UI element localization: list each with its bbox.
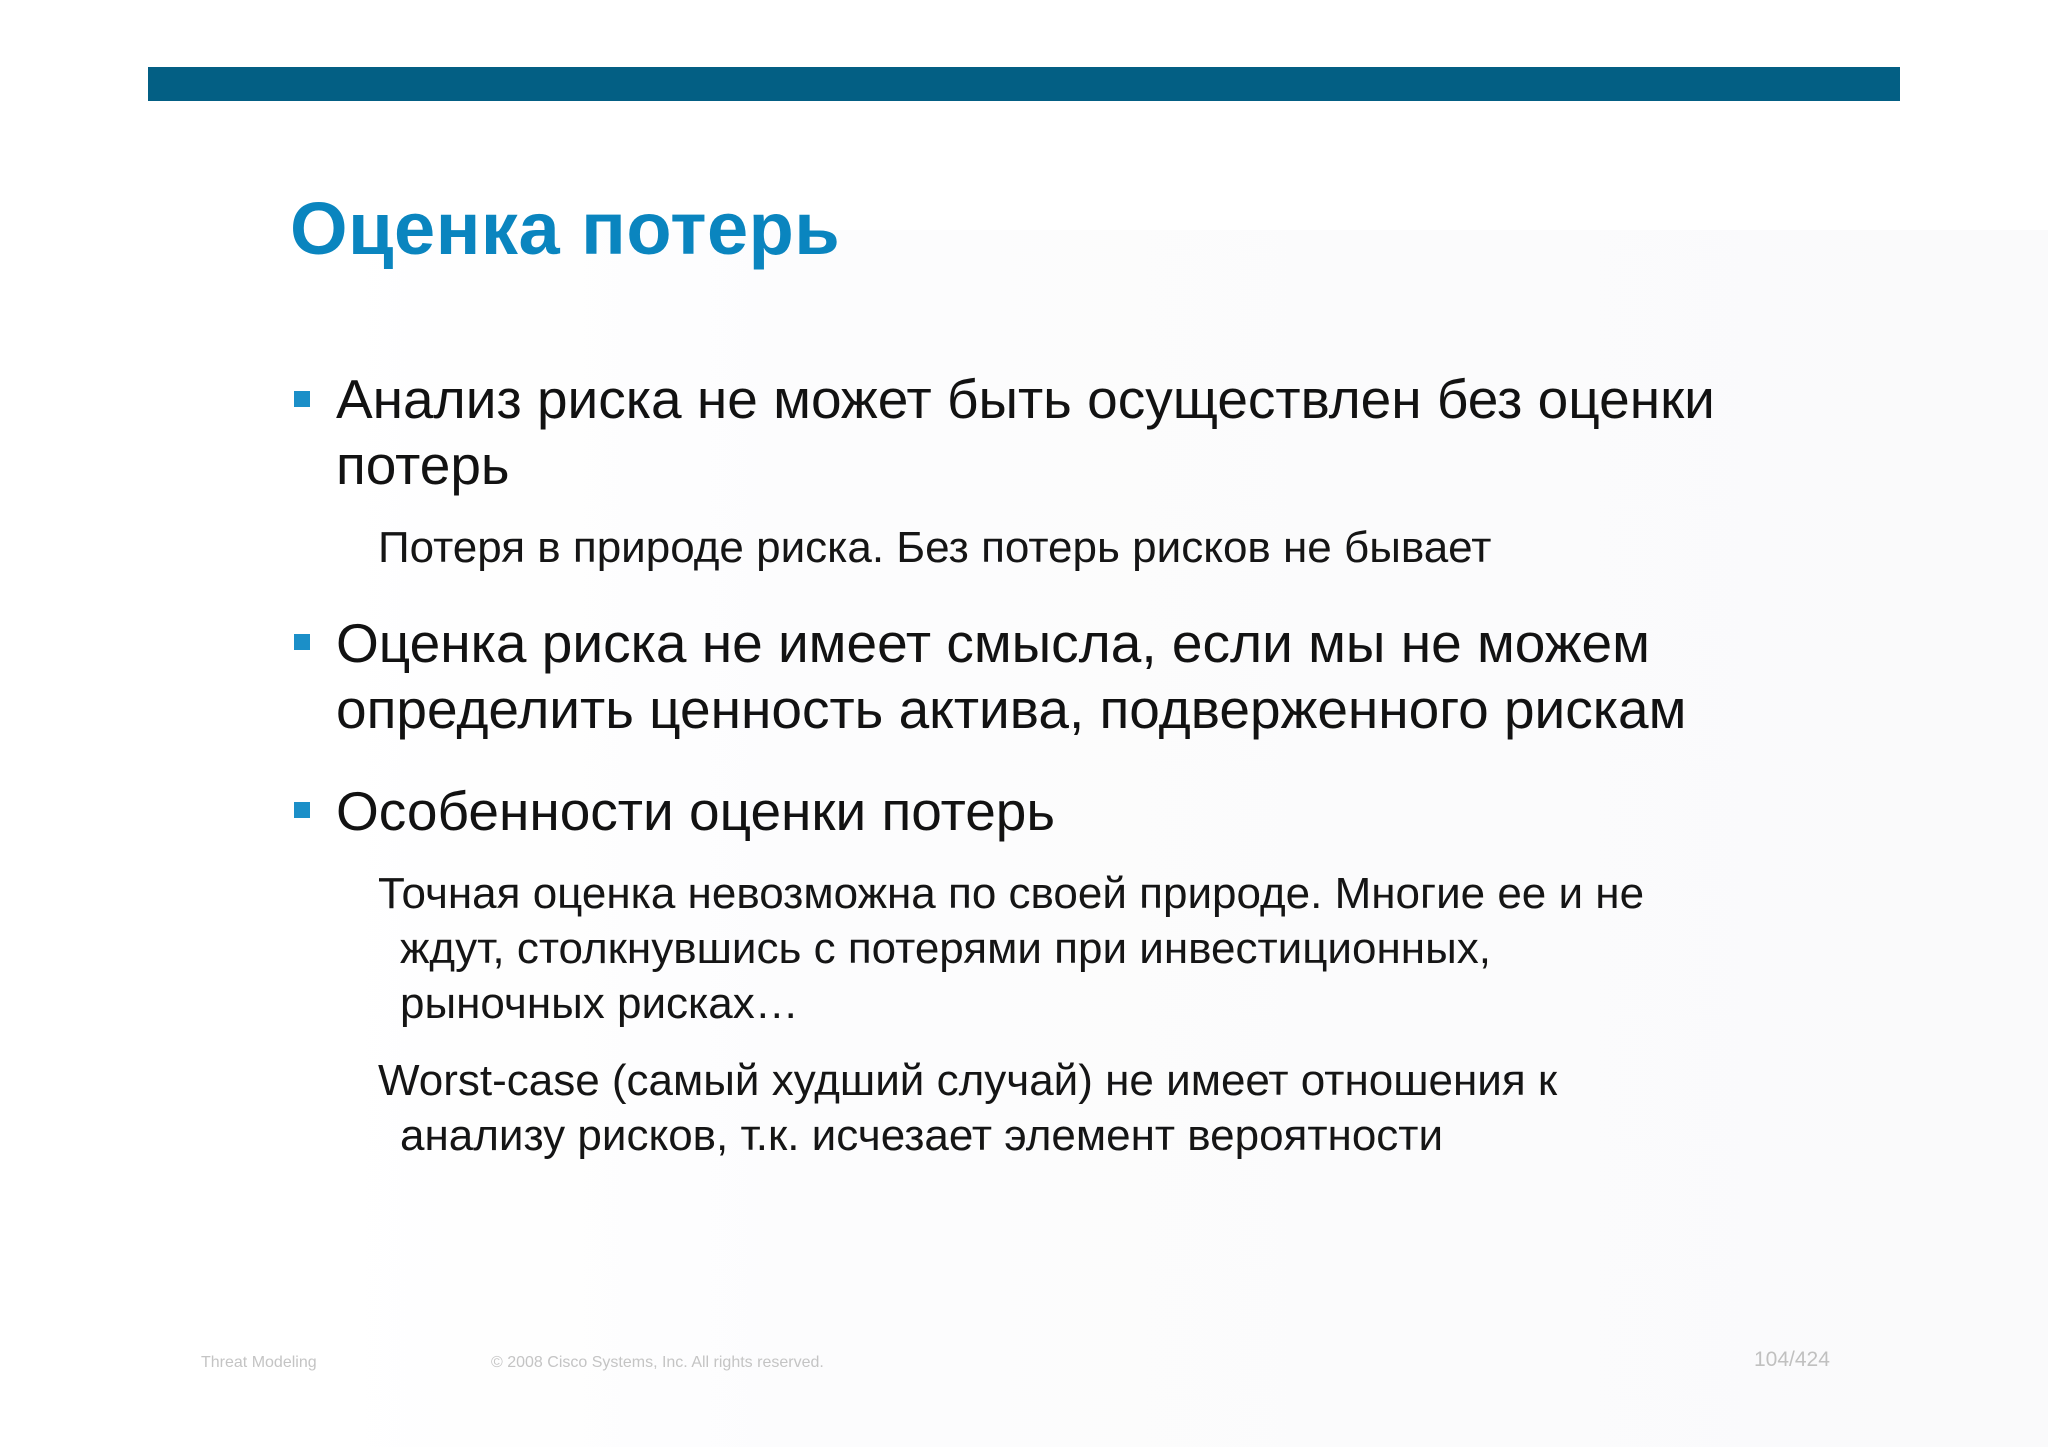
bullet-3-sub-2-line-2: анализу рисков, т.к. исчезает элемент вероятности [400,1111,1444,1160]
page-number: 104/424 [1754,1348,1830,1371]
bullet-square-icon [294,634,310,650]
slide-title: Оценка потерь [290,187,841,270]
bullet-square-icon [294,391,310,407]
footer-course-name: Threat Modeling [201,1354,317,1371]
bullet-1-line-2: потерь [336,434,510,496]
bullet-3-sub-1-line-1: Точная оценка невозможна по своей природе. Многие ее и не [378,869,1645,918]
bullet-1-sub-1-line-1: Потеря в природе риска. Без потерь рисков не бывает [378,523,1492,572]
bullet-2-line-1: Оценка риска не имеет смысла, если мы не можем [336,612,1650,674]
bullet-3-text [336,778,1055,844]
bullet-3-line-1: Особенности оценки потерь [336,780,1056,842]
bullet-3-sub-2 [378,1053,1557,1163]
bullet-1-text [336,366,1715,498]
bullet-3-sub-1-line-2: ждут, столкнувшись с потерями при инвестиционных, [400,924,1491,973]
bullet-2-text [336,610,1686,742]
header-band [148,67,1900,101]
bullet-1-sub-1 [378,520,1491,575]
bullet-3-sub-1 [378,866,1644,1031]
bullet-3-sub-1-line-3: рыночных рисках… [400,979,799,1028]
bullet-3-sub-2-line-1: Worst-case (самый худший случай) не имеет отношения к [378,1056,1558,1105]
bullet-2-line-2: определить ценность актива, подверженного рискам [336,678,1687,740]
footer-copyright: © 2008 Cisco Systems, Inc. All rights reserved. [491,1354,824,1371]
bullet-1-line-1: Анализ риска не может быть осуществлен без оценки [336,368,1715,430]
bullet-square-icon [294,802,310,818]
